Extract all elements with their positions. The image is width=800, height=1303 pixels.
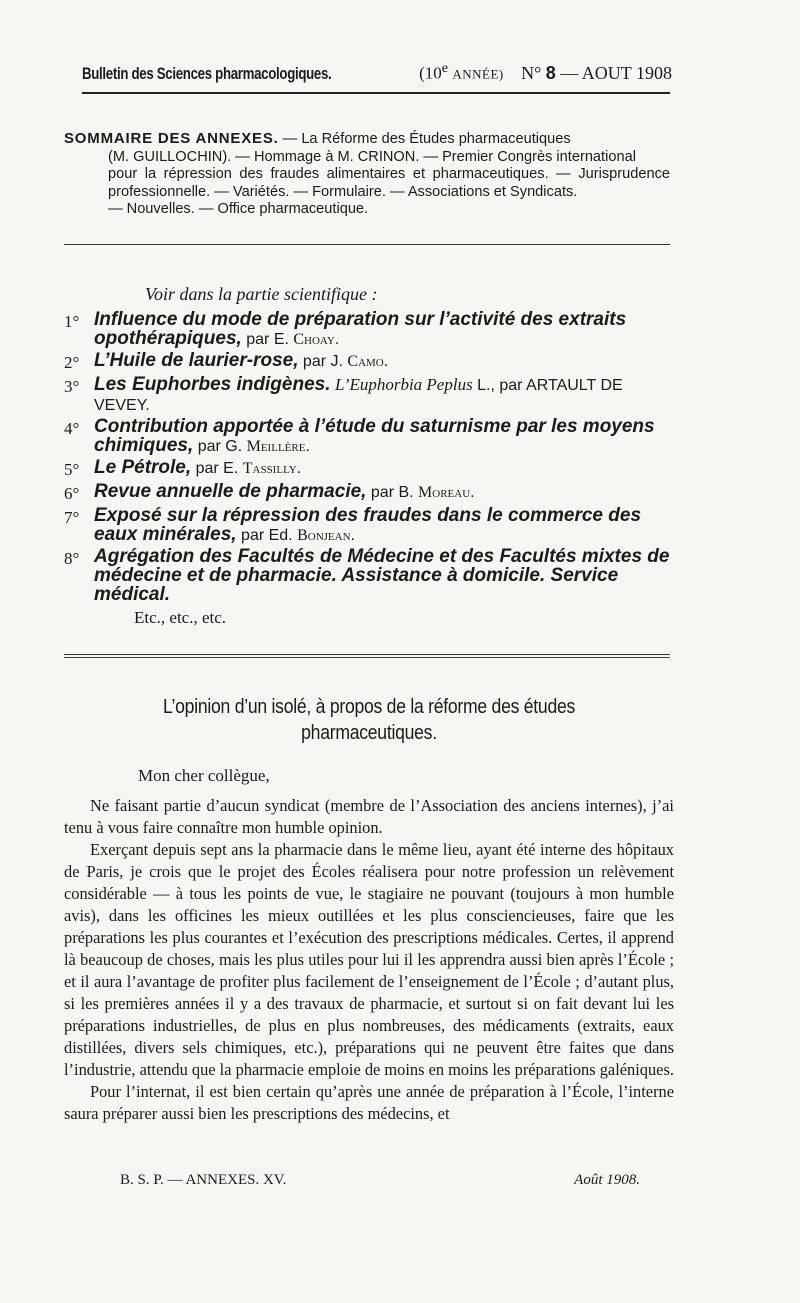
item-extra: L’Euphorbia Peplus <box>334 375 473 394</box>
item-title: Influence du mode de préparation sur l’activité des extraits opothérapiques, <box>94 309 627 349</box>
scientific-item <box>64 547 674 604</box>
paragraph: Ne faisant partie d’aucun syndicat (membre de l’Association des anciens internes), j’ai tenu à vous faire connaître mon humble opinion. <box>64 796 674 837</box>
item-number: 3° <box>64 377 80 396</box>
item-title: L’Huile de laurier-rose, <box>94 350 299 371</box>
etc-line: Etc., etc., etc. <box>134 608 227 627</box>
scientific-item <box>64 482 674 504</box>
sommaire-line: — Nouvelles. — Office pharmaceutique. <box>108 201 369 218</box>
item-tail: . <box>470 484 475 501</box>
item-number: 4° <box>64 419 80 438</box>
sommaire-annexes <box>64 130 670 219</box>
item-title: Agrégation des Facultés de Médecine et des Facultés mixtes de médecine et de pharmacie. Assistance à domicile. Service médical. <box>94 546 670 605</box>
item-tail: . <box>305 438 310 455</box>
item-title: Revue annuelle de pharmacie, <box>94 481 367 502</box>
item-title: Le Pétrole, <box>94 457 192 478</box>
item-author: Tassilly <box>242 460 297 477</box>
header-rule <box>82 92 670 94</box>
sommaire-line: pour la répression des fraudes alimentaires et pharmaceutiques. — Jurisprudence professionnelle. — Variétés. — Formulaire. — Associations et Syndicats. <box>108 166 670 200</box>
item-title: Les Euphorbes indigènes. <box>94 374 331 395</box>
paragraph: Pour l’internat, il est bien certain qu’après une année de préparation à l’École, l’interne saura préparer aussi bien les prescriptions des médecins, et <box>64 1082 674 1123</box>
item-by: par J. <box>298 353 348 370</box>
item-tail: . <box>383 353 389 370</box>
sommaire-title: SOMMAIRE DES ANNEXES. <box>64 130 279 147</box>
item-author: Choay <box>293 331 335 348</box>
scientific-item <box>64 375 674 415</box>
item-by: par E. <box>191 460 243 477</box>
scientific-item <box>64 458 674 480</box>
item-tail: L., par ARTAULT DE VEVEY. <box>94 377 623 414</box>
item-author: Meillère <box>246 438 306 455</box>
item-number: 5° <box>64 460 80 479</box>
section-divider-double <box>64 654 670 655</box>
item-title: Contribution apportée à l’étude du saturnisme par les moyens chimiques, <box>94 416 655 456</box>
running-head <box>82 60 672 88</box>
item-title: Exposé sur la répression des fraudes dans le commerce des eaux minérales, <box>94 505 642 545</box>
article-body <box>64 795 674 1125</box>
item-author: Camo <box>347 353 384 370</box>
item-by: par G. <box>193 438 247 455</box>
section-divider <box>64 244 670 245</box>
footer-date: Août 1908. <box>574 1172 640 1188</box>
scientific-heading: Voir dans la partie scientifique : <box>145 284 378 304</box>
item-by: par E. <box>241 331 294 348</box>
scientific-item <box>64 417 674 456</box>
issue-number: N° 8 — AOUT 1908 <box>521 62 672 83</box>
paragraph: Exerçant depuis sept ans la pharmacie dans le même lieu, ayant été interne des hôpitaux de Paris, je crois que le projet des Écoles réalisera pour notre profession un relèvement considérable — à tous les points de vue, le stagiaire ne pouvant (toujours à mon humble avis), dans les officines les mieux outillées et les plus consciencieuses, faire que les préparations les plus courantes et l’exécution des prescriptions médicales. Certes, il apprend là beaucoup de choses, mais les plus utiles pour lui il les apprendra aussi bien après l’École ; et il aura l’avantage de profiter plus facilement de l’enseignement de l’École ; d’autant plus, si les premières années il y a des travaux de pharmacie, et surtout si on fait devant lui les préparations industrielles, de plus en plus nombreuses, des médicaments (extraits, eaux distillées, divers sels chimiques, etc.), préparations qui ne peuvent être faites que dans l’industrie, attendu que la pharmacie emploie de moins en moins les préparations galéniques. <box>64 840 674 1079</box>
page-footer <box>120 1172 640 1189</box>
item-number: 1° <box>64 312 80 331</box>
article-title: L’opinion d’un isolé, à propos de la réforme des études pharmaceutiques. <box>162 696 576 744</box>
item-by: par Ed. <box>236 527 298 544</box>
item-author: Bonjean <box>297 527 351 544</box>
item-number: 6° <box>64 484 80 503</box>
footer-signature: B. S. P. — ANNEXES. XV. <box>120 1172 287 1188</box>
item-number: 2° <box>64 353 80 372</box>
scientific-item <box>64 506 674 545</box>
salutation: Mon cher collègue, <box>138 766 270 785</box>
scientific-item <box>64 351 674 373</box>
item-tail: . <box>334 331 340 348</box>
journal-title: Bulletin des Sciences pharmacologiques. <box>82 63 332 83</box>
scientific-list <box>64 310 674 628</box>
scientific-item <box>64 310 674 349</box>
sommaire-line: (M. GUILLOCHIN). — Hommage à M. CRINON. — Premier Congrès international <box>108 148 636 165</box>
item-tail: . <box>296 460 302 477</box>
item-author: Moreau <box>418 484 471 501</box>
item-by: par B. <box>366 484 419 501</box>
item-number: 8° <box>64 549 80 568</box>
volume-year: (10e ANNÉE) <box>419 60 504 83</box>
sommaire-line: — La Réforme des Études pharmaceutiques <box>282 131 571 147</box>
item-tail: . <box>350 527 355 544</box>
item-number: 7° <box>64 508 80 527</box>
